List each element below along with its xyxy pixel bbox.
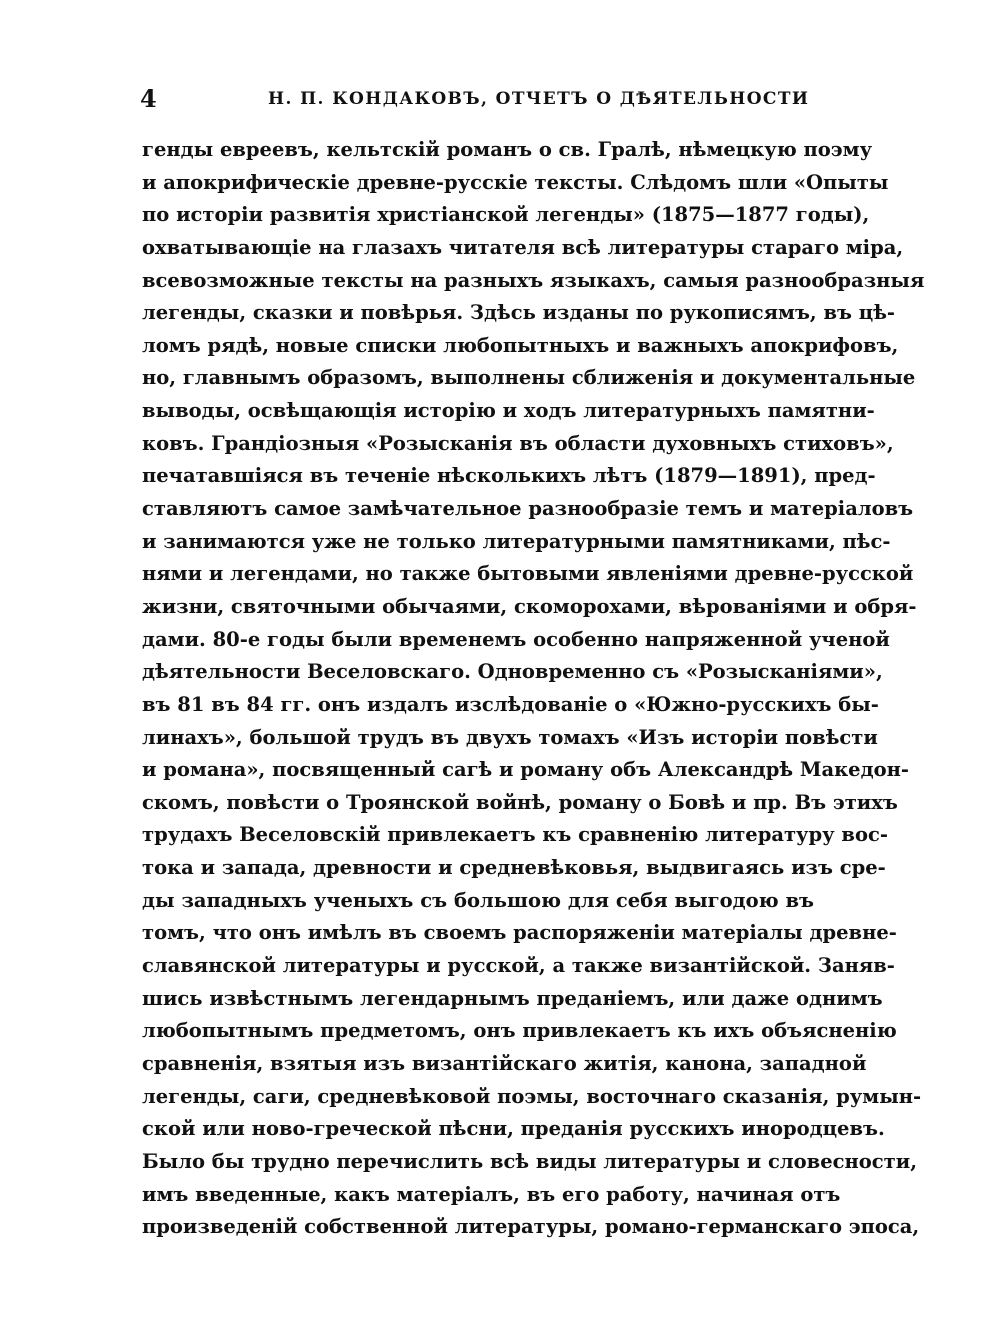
text-line: ды западныхъ ученыхъ съ большою для себя выгодою въ [142,888,814,912]
text-line: но, главнымъ образомъ, выполнены сближенія и документальные [142,366,916,390]
text-line: по исторіи развитія христіанской легенды» (1875—1877 годы), [142,203,870,227]
text-line: сравненія, взятыя изъ византійскаго житія, канона, западной [142,1051,867,1075]
text-line: линахъ», большой трудъ въ двухъ томахъ «Изъ исторіи повѣсти [142,725,878,749]
text-line: имъ введенные, какъ матеріалъ, въ его работу, начиная отъ [142,1182,841,1206]
text-line: томъ, что онъ имѣлъ въ своемъ распоряженіи матеріалы древне- [142,921,897,945]
text-line: нями и легендами, но также бытовыми явленіями древне-русской [142,562,914,586]
text-line: и занимаются уже не только литературными памятниками, пѣс- [142,529,891,553]
page-number: 4 [140,84,157,113]
text-line: выводы, освѣщающія исторію и ходъ литературныхъ памятни- [142,399,875,423]
text-line: славянской литературы и русской, а также византійской. Заняв- [142,954,895,978]
text-line: ставляютъ самое замѣчательное разнообразіе темъ и матеріаловъ [142,497,914,521]
text-line: и романа», посвященный сагѣ и роману объ Александрѣ Македон- [142,758,909,782]
text-line: ковъ. Грандіозныя «Розысканія въ области духовныхъ стиховъ», [142,431,894,455]
text-line: любопытнымъ предметомъ, онъ привлекаетъ къ ихъ объясненію [142,1019,897,1043]
text-line: легенды, сказки и повѣрья. Здѣсь изданы по рукописямъ, въ цѣ- [142,301,896,325]
text-line: ломъ рядѣ, новые списки любопытныхъ и важныхъ апокрифовъ, [142,333,899,357]
text-line: жизни, святочными обычаями, скоморохами, вѣрованіями и обря- [142,594,917,618]
text-line: печатавшіяся въ теченіе нѣсколькихъ лѣтъ (1879—1891), пред- [142,464,876,488]
text-line: генды евреевъ, кельтскій романъ о св. Гралѣ, нѣмецкую поэму [142,138,873,161]
text-line: легенды, саги, средневѣковой поэмы, восточнаго сказанія, румын- [142,1084,922,1108]
text-line: охватывающіе на глазахъ читателя всѣ литературы стараго міра, [142,235,904,259]
text-line: всевозможные тексты на разныхъ языкахъ, самыя разнообразныя [142,268,925,292]
text-line: ской или ново-греческой пѣсни, преданія русскихъ инородцевъ. [142,1117,885,1141]
text-line: тока и запада, древности и средневѣковья, выдвигаясь изъ сре- [142,856,886,880]
text-line: скомъ, повѣсти о Троянской войнѣ, роману о Бовѣ и пр. Въ этихъ [142,790,898,814]
running-title: Н. П. КОНДАКОВЪ, ОТЧЕТЪ О ДѢЯТЕЛЬНОСТИ [268,89,810,109]
running-header [140,82,812,116]
text-line: дѣятельности Веселовскаго. Одновременно съ «Розысканіями», [142,660,883,684]
text-line: дами. 80-е годы были временемъ особенно напряженной ученой [142,627,890,651]
text-line: трудахъ Веселовскій привлекаетъ къ сравненію литературу вос- [142,823,888,847]
text-line: въ 81 въ 84 гг. онъ издалъ изслѣдованіе о «Южно-русскихъ бы- [142,692,879,716]
text-line: шись извѣстнымъ легендарнымъ преданіемъ, или даже однимъ [142,986,883,1010]
text-line: и апокрифическіе древне-русскіе тексты. Слѣдомъ шли «Опыты [142,170,889,194]
text-line: произведеній собственной литературы, романо-германскаго эпоса, [142,1215,920,1239]
text-line: Было бы трудно перечислить всѣ виды литературы и словесности, [142,1149,917,1173]
body-text [142,134,925,1244]
